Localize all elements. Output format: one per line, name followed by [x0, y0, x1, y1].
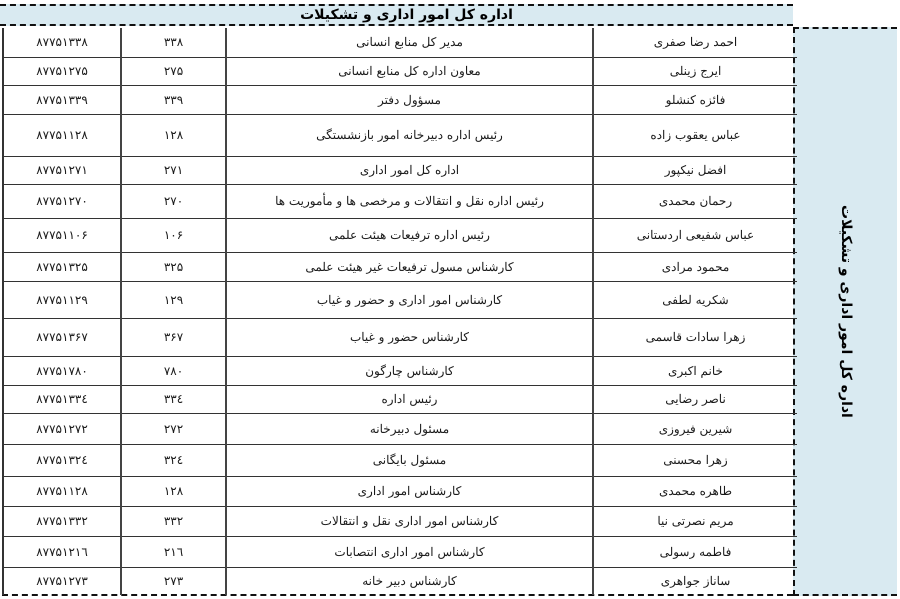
job-title-cell: مدیر کل منابع انسانی [226, 28, 593, 57]
table-row [3, 444, 797, 476]
phone-number-cell: ۸۷۷۵۱۲۷۱ [3, 156, 121, 184]
job-title-cell: معاون اداره کل منابع انسانی [226, 57, 593, 85]
job-title-cell: مسئول دبیرخانه [226, 413, 593, 444]
employee-name-cell: ساناز جواهری [593, 567, 797, 595]
table-row [3, 28, 797, 57]
extension-cell: ۱۲۸ [121, 476, 226, 506]
extension-cell: ۱۲۹ [121, 281, 226, 318]
table-row [3, 114, 797, 156]
job-title-cell: مسؤول دفتر [226, 85, 593, 114]
extension-cell: ۳۳٤ [121, 385, 226, 413]
department-side-title: اداره کل امور اداری و تشکیلات [838, 205, 854, 418]
phone-number-cell: ۸۷۷۵۱۱۲۸ [3, 114, 121, 156]
phone-number-cell: ۸۷۷۵۱۷۸۰ [3, 356, 121, 385]
staff-table [2, 28, 797, 595]
employee-name-cell: فائزه کنشلو [593, 85, 797, 114]
table-row [3, 318, 797, 356]
table-row [3, 506, 797, 536]
job-title-cell: رئیس اداره ترفیعات هیئت علمی [226, 218, 593, 252]
employee-name-cell: ایرج زینلی [593, 57, 797, 85]
employee-name-cell: زهرا محسنی [593, 444, 797, 476]
job-title-cell: مسئول بایگانی [226, 444, 593, 476]
phone-number-cell: ۸۷۷۵۱۳۲٤ [3, 444, 121, 476]
phone-number-cell: ۸۷۷۵۱۱۰۶ [3, 218, 121, 252]
employee-name-cell: طاهره محمدی [593, 476, 797, 506]
employee-name-cell: احمد رضا صفری [593, 28, 797, 57]
phone-number-cell: ۸۷۷۵۱۲۱٦ [3, 536, 121, 567]
extension-cell: ۷۸۰ [121, 356, 226, 385]
extension-cell: ۲۷۳ [121, 567, 226, 595]
department-side-band [793, 27, 897, 596]
employee-name-cell: عباس یعقوب زاده [593, 114, 797, 156]
phone-number-cell: ۸۷۷۵۱۱۲۸ [3, 476, 121, 506]
employee-name-cell: ناصر رضایی [593, 385, 797, 413]
job-title-cell: رئیس اداره دبیرخانه امور بازنشستگی [226, 114, 593, 156]
job-title-cell: کارشناس مسول ترفیعات غیر هیئت علمی [226, 252, 593, 281]
phone-number-cell: ۸۷۷۵۱۳۳۲ [3, 506, 121, 536]
table-row [3, 85, 797, 114]
extension-cell: ۳۲٤ [121, 444, 226, 476]
job-title-cell: کارشناس دبیر خانه [226, 567, 593, 595]
table-row [3, 536, 797, 567]
job-title-cell: رئیس اداره [226, 385, 593, 413]
extension-cell: ۲۷۱ [121, 156, 226, 184]
extension-cell: ۱۲۸ [121, 114, 226, 156]
extension-cell: ۳۳۲ [121, 506, 226, 536]
phone-number-cell: ۸۷۷۵۱۳۲۵ [3, 252, 121, 281]
extension-cell: ۳۳۹ [121, 85, 226, 114]
employee-name-cell: مریم نصرتی نیا [593, 506, 797, 536]
employee-name-cell: فاطمه رسولی [593, 536, 797, 567]
extension-cell: ۳۳۸ [121, 28, 226, 57]
phone-number-cell: ۸۷۷۵۱۳۶۷ [3, 318, 121, 356]
job-title-cell: کارشناس حضور و غیاب [226, 318, 593, 356]
job-title-cell: کارشناس امور اداری [226, 476, 593, 506]
employee-name-cell: زهرا سادات قاسمی [593, 318, 797, 356]
table-row [3, 156, 797, 184]
table-row [3, 218, 797, 252]
job-title-cell: کارشناس امور اداری نقل و انتقالات [226, 506, 593, 536]
table-row [3, 281, 797, 318]
extension-cell: ۳۶۷ [121, 318, 226, 356]
staff-directory [2, 28, 793, 596]
table-row [3, 356, 797, 385]
job-title-cell: اداره کل امور اداری [226, 156, 593, 184]
phone-number-cell: ۸۷۷۵۱۲۷۲ [3, 413, 121, 444]
extension-cell: ۳۲۵ [121, 252, 226, 281]
table-row [3, 567, 797, 595]
extension-cell: ۲۷۲ [121, 413, 226, 444]
employee-name-cell: رحمان محمدی [593, 184, 797, 218]
employee-name-cell: افضل نیکپور [593, 156, 797, 184]
extension-cell: ۲۷۵ [121, 57, 226, 85]
phone-number-cell: ۸۷۷۵۱۲۷۳ [3, 567, 121, 595]
extension-cell: ۱۰۶ [121, 218, 226, 252]
employee-name-cell: شکریه لطفی [593, 281, 797, 318]
phone-number-cell: ۸۷۷۵۱۲۷۰ [3, 184, 121, 218]
table-row [3, 385, 797, 413]
table-row [3, 413, 797, 444]
phone-number-cell: ۸۷۷۵۱۳۳۸ [3, 28, 121, 57]
extension-cell: ۲۱٦ [121, 536, 226, 567]
phone-number-cell: ۸۷۷۵۱۲۷۵ [3, 57, 121, 85]
employee-name-cell: عباس شفیعی اردستانی [593, 218, 797, 252]
employee-name-cell: خانم اکبری [593, 356, 797, 385]
table-row [3, 476, 797, 506]
job-title-cell: کارشناس امور اداری و حضور و غیاب [226, 281, 593, 318]
job-title-cell: رئیس اداره نقل و انتقالات و مرخصی ها و مأموریت ها [226, 184, 593, 218]
extension-cell: ۲۷۰ [121, 184, 226, 218]
department-header-band [0, 4, 793, 26]
job-title-cell: کارشناس چارگون [226, 356, 593, 385]
employee-name-cell: شیرین فیروزی [593, 413, 797, 444]
phone-number-cell: ۸۷۷۵۱۳۳٤ [3, 385, 121, 413]
table-row [3, 57, 797, 85]
phone-number-cell: ۸۷۷۵۱۱۲۹ [3, 281, 121, 318]
table-row [3, 252, 797, 281]
table-row [3, 184, 797, 218]
employee-name-cell: محمود مرادی [593, 252, 797, 281]
phone-number-cell: ۸۷۷۵۱۳۳۹ [3, 85, 121, 114]
job-title-cell: کارشناس امور اداری انتصابات [226, 536, 593, 567]
department-title: اداره کل امور اداری و تشکیلات [300, 7, 513, 23]
